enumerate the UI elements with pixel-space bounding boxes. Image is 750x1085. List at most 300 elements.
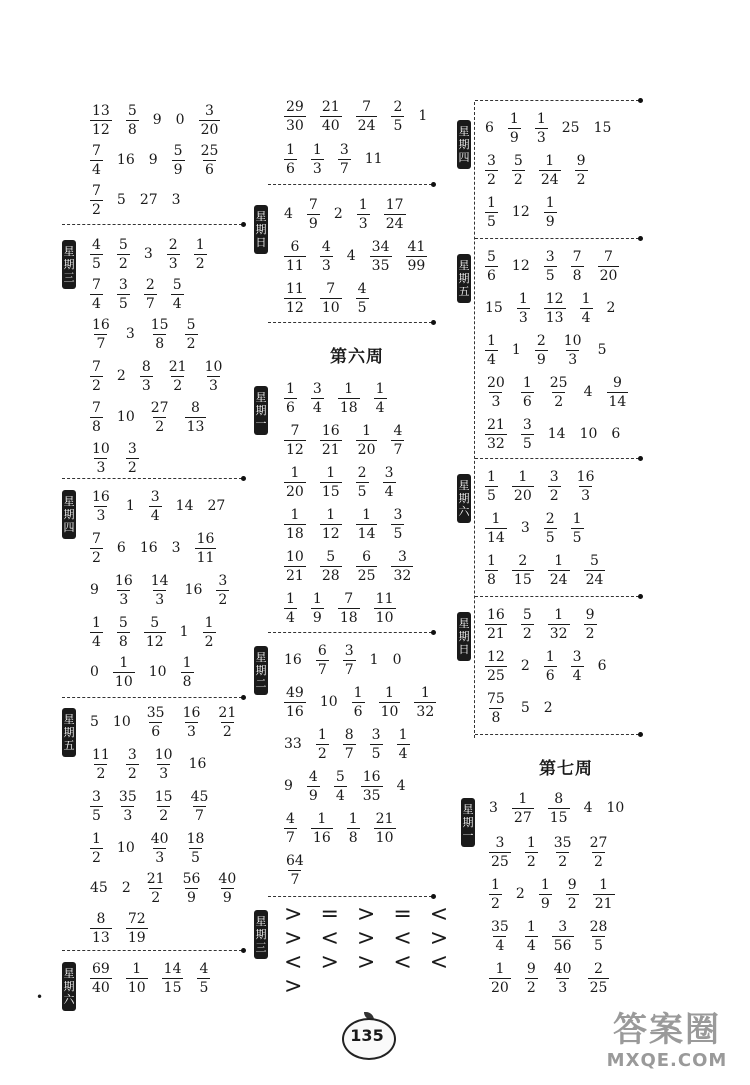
fraction — [384, 197, 406, 232]
fraction — [485, 333, 498, 368]
integer-answer: 27 — [139, 192, 158, 208]
fraction-denominator: 5 — [393, 525, 403, 542]
left-column — [0, 0, 260, 1085]
fraction-numerator: 4 — [92, 236, 101, 253]
fraction-denominator: 2 — [92, 377, 101, 394]
fraction-numerator: 8 — [344, 726, 354, 743]
answer-item — [284, 591, 297, 626]
answer-item — [552, 919, 574, 954]
fraction-denominator: 4 — [92, 295, 101, 312]
fraction — [485, 375, 507, 410]
integer-answer: 3 — [143, 246, 153, 262]
fraction-numerator: 3 — [339, 141, 349, 158]
fraction-numerator: 5 — [173, 142, 183, 159]
day-tag-char: 星 — [63, 495, 75, 508]
fraction-numerator: 7 — [92, 358, 101, 375]
fraction-denominator: 15 — [513, 571, 532, 588]
fraction-denominator: 18 — [286, 525, 304, 542]
fraction-numerator: 3 — [393, 506, 403, 523]
fraction — [552, 961, 574, 996]
fraction-numerator: 3 — [397, 548, 407, 565]
answer-item — [544, 700, 553, 716]
day-tag-char: 期 — [63, 726, 75, 739]
fraction-numerator: 21 — [321, 98, 340, 115]
integer-answer: 5 — [597, 342, 607, 358]
fraction — [508, 111, 521, 146]
fraction-denominator: 9 — [536, 351, 546, 368]
fraction-denominator: 27 — [513, 809, 532, 826]
answer-item — [548, 469, 561, 504]
fraction-denominator: 15 — [549, 809, 568, 826]
fraction-numerator: 1 — [545, 194, 555, 211]
answer-item — [167, 359, 189, 394]
fraction-numerator: 21 — [487, 416, 505, 433]
day-tag-char: 期 — [462, 816, 474, 829]
answer-item — [284, 853, 306, 888]
fraction-denominator: 18 — [339, 399, 358, 416]
answer-item — [588, 835, 610, 870]
fraction — [588, 919, 610, 954]
fraction-denominator: 2 — [118, 255, 128, 272]
answer-item — [521, 417, 534, 452]
fraction-numerator: 1 — [92, 614, 101, 631]
answer-item — [307, 197, 320, 232]
fraction — [548, 375, 570, 410]
fraction-numerator: 11 — [92, 746, 110, 763]
fraction-denominator: 7 — [339, 160, 349, 177]
fraction-numerator: 29 — [286, 98, 304, 115]
fraction-numerator: 1 — [286, 380, 295, 397]
fraction — [374, 811, 396, 846]
answer-item — [180, 624, 189, 640]
integer-answer: 4 — [583, 800, 593, 816]
fraction-numerator: 20 — [487, 374, 505, 391]
integer-answer: 10 — [148, 664, 167, 680]
fraction — [203, 359, 225, 394]
fraction-denominator: 7 — [145, 295, 155, 312]
fraction — [571, 511, 584, 546]
fraction-denominator: 2 — [549, 487, 559, 504]
integer-answer: 45 — [90, 880, 108, 896]
fraction — [311, 811, 333, 846]
fraction-numerator: 1 — [518, 468, 528, 485]
fraction-denominator: 2 — [526, 979, 536, 996]
answer-item — [512, 153, 525, 188]
fraction-denominator: 10 — [321, 299, 340, 316]
fraction-numerator: 3 — [92, 788, 101, 805]
fraction-denominator: 2 — [594, 853, 603, 870]
fraction-denominator: 9 — [308, 215, 318, 232]
fraction — [361, 769, 383, 804]
comparison-symbol: > — [356, 901, 376, 927]
integer-answer: 16 — [116, 152, 135, 168]
fraction-denominator: 3 — [168, 255, 178, 272]
answer-item — [562, 120, 580, 136]
answer-item — [90, 489, 112, 524]
day-tag — [62, 962, 76, 1011]
answer-item — [122, 880, 131, 896]
fraction-denominator: 4 — [150, 507, 160, 524]
answer-item — [548, 426, 566, 442]
answer-item — [508, 111, 521, 146]
answer-row — [90, 484, 239, 528]
fraction-numerator: 14 — [150, 572, 169, 589]
answer-item — [216, 705, 238, 740]
answer-row — [485, 106, 625, 150]
day-tag — [457, 612, 471, 661]
fraction — [149, 573, 171, 608]
fraction-numerator: 4 — [199, 960, 209, 977]
answer-item — [113, 573, 135, 608]
fraction-denominator: 2 — [155, 418, 165, 435]
answer-row — [485, 370, 642, 414]
fraction — [525, 919, 538, 954]
answer-item — [117, 192, 126, 208]
answer-item — [181, 871, 203, 906]
fraction-denominator: 24 — [385, 215, 404, 232]
answer-item — [584, 384, 593, 400]
answer-item — [117, 277, 130, 312]
fraction — [525, 835, 538, 870]
comparison-symbol: < — [320, 925, 339, 951]
fraction-denominator: 12 — [145, 633, 164, 650]
fraction-numerator: 1 — [491, 510, 501, 527]
day-tag-char: 期 — [458, 272, 470, 285]
integer-answer: 33 — [284, 736, 302, 752]
fraction — [379, 685, 401, 720]
fraction-denominator: 20 — [357, 441, 376, 458]
fraction-denominator: 2 — [204, 633, 214, 650]
answer-item — [552, 961, 574, 996]
fraction-numerator: 1 — [495, 960, 505, 977]
answer-item — [199, 143, 221, 178]
day-tag-char: 日 — [255, 236, 267, 249]
fraction-denominator: 12 — [92, 121, 110, 138]
integer-answer: 1 — [369, 652, 379, 668]
answer-item — [144, 615, 166, 650]
integer-answer: 6 — [485, 120, 494, 136]
answer-row — [485, 506, 598, 550]
answer-item — [149, 573, 171, 608]
answer-item — [320, 99, 342, 134]
fraction-denominator: 3 — [491, 393, 501, 410]
day-tag-char: 期 — [458, 492, 470, 505]
fraction-denominator: 2 — [173, 377, 183, 394]
fraction — [113, 655, 135, 690]
comparison-symbol: = — [393, 901, 412, 927]
day-tag-char: 期 — [458, 138, 470, 151]
answer-row — [284, 764, 420, 808]
fraction — [406, 239, 428, 274]
fraction — [552, 919, 574, 954]
answer-item — [512, 553, 534, 588]
fraction-denominator: 8 — [92, 418, 101, 435]
answer-item — [539, 153, 561, 188]
answer-item — [521, 607, 534, 642]
fraction-numerator: 1 — [526, 834, 536, 851]
answer-item — [391, 423, 404, 458]
answer-item — [172, 192, 181, 208]
fraction-numerator: 16 — [92, 316, 110, 333]
fraction-denominator: 2 — [522, 625, 532, 642]
fraction-numerator: 3 — [572, 648, 582, 665]
fraction-denominator: 8 — [155, 335, 165, 352]
fraction-numerator: 1 — [526, 918, 536, 935]
answer-row — [90, 98, 234, 142]
fraction-denominator: 7 — [344, 745, 354, 762]
fraction — [521, 417, 534, 452]
answer-item — [185, 582, 203, 598]
fraction — [316, 727, 329, 762]
answer-item — [90, 317, 112, 352]
answer-item — [126, 747, 139, 782]
fraction — [548, 553, 570, 588]
answer-item — [126, 961, 148, 996]
fraction-denominator: 3 — [209, 377, 218, 394]
answer-item — [584, 800, 593, 816]
answer-row — [90, 700, 252, 744]
day-tag-char: 星 — [462, 803, 474, 816]
fraction-numerator: 3 — [150, 488, 160, 505]
fraction — [343, 727, 356, 762]
answer-item — [181, 705, 203, 740]
fraction — [548, 607, 570, 642]
fraction-denominator: 2 — [222, 723, 232, 740]
fraction-denominator: 3 — [358, 215, 368, 232]
fraction-denominator: 3 — [518, 309, 528, 326]
answer-item — [370, 652, 379, 668]
fraction — [352, 685, 365, 720]
answer-item — [284, 507, 306, 542]
fraction-numerator: 40 — [150, 830, 169, 847]
fraction — [181, 705, 203, 740]
integer-answer: 4 — [284, 206, 293, 222]
answer-row — [489, 956, 623, 1000]
fraction-denominator: 3 — [155, 591, 165, 608]
answer-item — [584, 607, 597, 642]
fraction — [90, 400, 103, 435]
fraction-denominator: 35 — [371, 257, 390, 274]
fraction-numerator: 12 — [487, 648, 505, 665]
answer-item — [90, 441, 112, 476]
fraction-denominator: 11 — [196, 549, 215, 566]
fraction — [90, 359, 103, 394]
fraction-numerator: 9 — [576, 152, 586, 169]
integer-answer: 2 — [116, 368, 126, 384]
day-tag — [457, 254, 471, 303]
fraction-numerator: 4 — [357, 280, 367, 297]
fraction — [117, 615, 130, 650]
fraction — [544, 649, 557, 684]
fraction-numerator: 5 — [186, 316, 196, 333]
fraction-numerator: 16 — [92, 488, 110, 505]
answer-row — [90, 866, 252, 910]
answer-row — [90, 956, 224, 1000]
fraction-denominator: 4 — [398, 745, 408, 762]
answer-item — [525, 961, 538, 996]
answer-item — [311, 591, 324, 626]
answer-item — [320, 239, 333, 274]
fraction-denominator: 5 — [522, 435, 532, 452]
section-divider — [475, 238, 639, 239]
fraction-numerator: 64 — [286, 852, 304, 869]
fraction-numerator: 2 — [168, 236, 178, 253]
fraction-denominator: 11 — [286, 257, 304, 274]
fraction-numerator: 7 — [362, 98, 372, 115]
fraction-denominator: 15 — [321, 483, 340, 500]
answer-row — [284, 94, 441, 138]
day-tag-char: 三 — [63, 271, 75, 284]
answer-item — [575, 153, 588, 188]
answer-item — [512, 469, 534, 504]
fraction-numerator: 16 — [576, 468, 595, 485]
fraction-denominator: 56 — [553, 937, 572, 954]
fraction-numerator: 5 — [127, 102, 137, 119]
integer-answer: 9 — [284, 778, 293, 794]
fraction-denominator: 2 — [96, 765, 106, 782]
fraction-denominator: 5 — [371, 745, 381, 762]
answer-item — [414, 685, 436, 720]
comparison-symbol: < — [429, 949, 449, 975]
fraction-numerator: 1 — [312, 590, 322, 607]
answer-item — [90, 664, 99, 680]
integer-answer: 3 — [520, 520, 530, 536]
answer-item — [535, 111, 548, 146]
fraction — [320, 423, 342, 458]
answer-item — [284, 99, 306, 134]
day-tag-char: 期 — [63, 258, 75, 271]
answer-item — [489, 919, 511, 954]
answer-item — [90, 277, 103, 312]
fraction-numerator: 35 — [553, 834, 572, 851]
answer-item — [311, 142, 324, 177]
answer-row — [90, 568, 243, 612]
fraction-denominator: 10 — [380, 703, 399, 720]
fraction-numerator: 4 — [308, 768, 318, 785]
fraction — [343, 643, 356, 678]
fraction — [414, 685, 436, 720]
fraction-denominator: 3 — [123, 807, 133, 824]
fraction — [598, 249, 620, 284]
fraction-denominator: 20 — [513, 487, 532, 504]
fraction-denominator: 8 — [487, 571, 496, 588]
answer-row — [284, 376, 401, 420]
day-tag-char: 期 — [63, 508, 75, 521]
fraction-numerator: 34 — [371, 238, 390, 255]
fraction — [485, 607, 507, 642]
fraction — [391, 507, 404, 542]
fraction-denominator: 7 — [344, 661, 354, 678]
week-heading: 第七周 — [539, 759, 593, 779]
fraction-numerator: 2 — [545, 510, 555, 527]
fraction — [338, 142, 351, 177]
fraction-numerator: 1 — [286, 141, 295, 158]
comparison-symbol: > — [429, 925, 449, 951]
fraction-denominator: 7 — [393, 441, 403, 458]
fraction-denominator: 3 — [558, 979, 568, 996]
day-tag-char: 星 — [255, 915, 267, 928]
answer-item — [544, 649, 557, 684]
answer-item — [316, 643, 329, 678]
comparison-symbol: > — [320, 949, 339, 975]
fraction — [320, 507, 342, 542]
fraction-numerator: 10 — [92, 440, 110, 457]
fraction-numerator: 21 — [375, 810, 394, 827]
integer-answer: 2 — [520, 658, 530, 674]
answer-row — [284, 638, 416, 682]
fraction — [185, 317, 198, 352]
fraction-denominator: 3 — [581, 487, 591, 504]
fraction-numerator: 15 — [150, 316, 169, 333]
fraction-denominator: 3 — [96, 507, 106, 524]
fraction-numerator: 14 — [163, 960, 182, 977]
fraction-denominator: 9 — [173, 161, 183, 178]
fraction-numerator: 2 — [145, 276, 155, 293]
answer-item — [90, 359, 103, 394]
integer-answer: 10 — [579, 426, 598, 442]
fraction-numerator: 3 — [549, 468, 559, 485]
answer-row — [485, 602, 611, 646]
fraction-denominator: 24 — [357, 117, 376, 134]
integer-answer: 9 — [152, 112, 162, 128]
fraction — [149, 831, 171, 866]
fraction — [535, 333, 548, 368]
answer-item — [512, 204, 530, 220]
fraction — [517, 291, 530, 326]
fraction-numerator: 17 — [385, 196, 404, 213]
fraction — [90, 237, 103, 272]
fraction-denominator: 25 — [491, 853, 509, 870]
fraction-denominator: 3 — [312, 160, 322, 177]
fraction — [197, 961, 210, 996]
answer-item — [485, 120, 494, 136]
fraction — [284, 549, 306, 584]
answer-item — [140, 540, 158, 556]
answer-item — [485, 333, 498, 368]
answer-item — [548, 553, 570, 588]
fraction — [307, 197, 320, 232]
integer-answer: 25 — [561, 120, 580, 136]
fraction-denominator: 24 — [549, 571, 568, 588]
fraction — [580, 291, 593, 326]
fraction-numerator: 3 — [218, 572, 228, 589]
answer-item — [485, 511, 507, 546]
answer-item — [203, 359, 225, 394]
fraction-denominator: 2 — [159, 807, 169, 824]
integer-answer: 0 — [392, 652, 402, 668]
fraction-numerator: 1 — [326, 464, 336, 481]
fraction-denominator: 9 — [540, 895, 550, 912]
fraction-numerator: 18 — [186, 830, 205, 847]
fraction — [90, 747, 112, 782]
day-tag-char: 一 — [462, 829, 474, 842]
answer-row — [284, 848, 320, 892]
section-divider — [268, 632, 432, 633]
day-tag-char: 星 — [458, 259, 470, 272]
fraction — [370, 239, 392, 274]
fraction-denominator: 3 — [187, 723, 196, 740]
fraction-numerator: 7 — [92, 530, 101, 547]
fraction — [320, 239, 333, 274]
bullet-mark: • — [36, 990, 44, 1004]
answer-item — [334, 206, 343, 222]
fraction — [391, 549, 413, 584]
fraction — [489, 835, 511, 870]
answer-item — [485, 195, 498, 230]
fraction — [90, 489, 112, 524]
comparison-symbol: > — [284, 925, 303, 951]
answer-item — [176, 112, 185, 128]
